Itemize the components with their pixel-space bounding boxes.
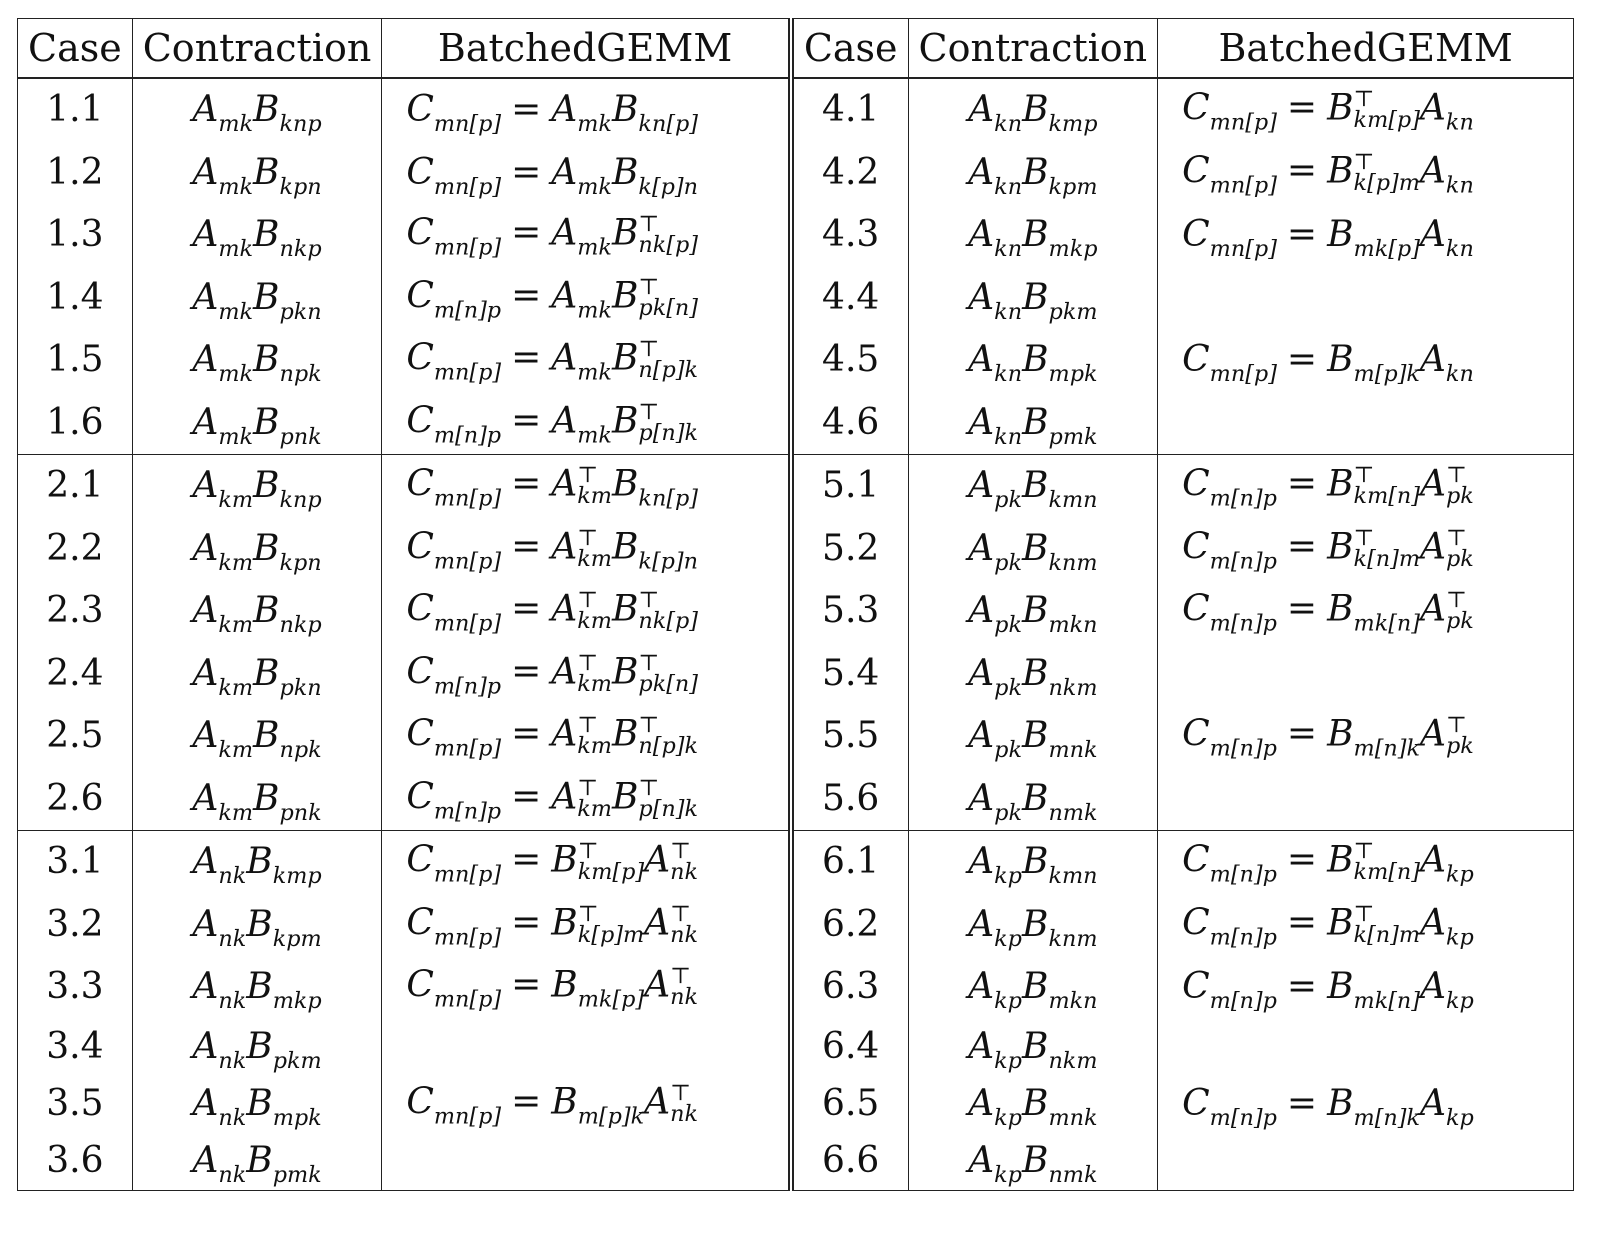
table-row <box>18 1133 1574 1191</box>
case-cell: 6.2 <box>791 894 908 957</box>
case-cell: 5.5 <box>791 705 908 768</box>
batchedgemm-cell: $C_{m[n]p} = B$ ⊤ k[n]m A ⊤ pk <box>1158 518 1574 581</box>
contraction-cell: $A_{mk}B_{nkp}$ <box>132 204 382 267</box>
contraction-cell: $A_{km}B_{pkn}$ <box>132 643 382 706</box>
table-row <box>18 518 1574 581</box>
case-cell: 5.1 <box>791 455 908 518</box>
contraction-cell: $A_{mk}B_{pnk}$ <box>132 392 382 455</box>
table-row <box>18 705 1574 768</box>
batchedgemm-cell <box>1158 1019 1574 1076</box>
contraction-cell: $A_{pk}B_{mnk}$ <box>908 705 1158 768</box>
table-row <box>18 643 1574 706</box>
table-row <box>18 78 1574 142</box>
contraction-cell: $A_{mk}B_{npk}$ <box>132 329 382 392</box>
batchedgemm-cell: $C_{mn[p]} = A_{mk}B$ ⊤ n[p]k <box>382 329 791 392</box>
case-cell: 2.4 <box>18 643 133 706</box>
contraction-cell: $A_{kn}B_{mkp}$ <box>908 204 1158 267</box>
case-cell: 3.2 <box>18 894 133 957</box>
case-cell: 6.6 <box>791 1133 908 1191</box>
contraction-cell: $A_{km}B_{pnk}$ <box>132 768 382 831</box>
contraction-cell: $A_{mk}B_{knp}$ <box>132 78 382 142</box>
table-row <box>18 142 1574 205</box>
header-row <box>18 19 1574 79</box>
case-cell: 1.4 <box>18 267 133 330</box>
table-row <box>18 455 1574 518</box>
batchedgemm-cell: $C_{m[n]p} = B_{m[n]k}A$ ⊤ pk <box>1158 705 1574 768</box>
contraction-cell: $A_{kp}B_{nmk}$ <box>908 1133 1158 1191</box>
contraction-cell: $A_{kn}B_{pkm}$ <box>908 267 1158 330</box>
contraction-cell: $A_{km}B_{npk}$ <box>132 705 382 768</box>
contraction-cell: $A_{kp}B_{nkm}$ <box>908 1019 1158 1076</box>
contraction-cell: $A_{kn}B_{kmp}$ <box>908 78 1158 142</box>
batchedgemm-cell: $C_{mn[p]} = B$ ⊤ k[p]m A ⊤ nk <box>382 894 791 957</box>
header-case-right: Case <box>791 19 908 79</box>
contraction-cell: $A_{pk}B_{knm}$ <box>908 518 1158 581</box>
case-cell: 4.2 <box>791 142 908 205</box>
batchedgemm-cell <box>1158 1133 1574 1191</box>
case-cell: 3.5 <box>18 1076 133 1133</box>
batchedgemm-cell: $C_{mn[p]} = B_{mk[p]}A$ ⊤ nk <box>382 956 791 1019</box>
case-cell: 3.1 <box>18 831 133 894</box>
table-row <box>18 1076 1574 1133</box>
batchedgemm-cell: $C_{m[n]p} = B$ ⊤ k[n]m $A_{kp}$ <box>1158 894 1574 957</box>
contraction-cell: $A_{kp}B_{kmn}$ <box>908 831 1158 894</box>
case-cell: 1.2 <box>18 142 133 205</box>
batchedgemm-cell <box>1158 768 1574 831</box>
contraction-cell: $A_{pk}B_{mkn}$ <box>908 580 1158 643</box>
header-case-left: Case <box>18 19 133 79</box>
table-row <box>18 392 1574 455</box>
batchedgemm-cell: $C_{m[n]p} = B$ ⊤ km[n] $A_{kp}$ <box>1158 831 1574 894</box>
case-cell: 4.6 <box>791 392 908 455</box>
table-row <box>18 580 1574 643</box>
batchedgemm-cell: $C_{mn[p]} = B$ ⊤ k[p]m $A_{kn}$ <box>1158 142 1574 205</box>
batchedgemm-cell: $C_{mn[p]} = B$ ⊤ km[p] $A_{kn}$ <box>1158 78 1574 142</box>
case-cell: 2.6 <box>18 768 133 831</box>
batchedgemm-cell: $C_{m[n]p} = A$ ⊤ km B ⊤ p[n]k <box>382 768 791 831</box>
contraction-cell: $A_{km}B_{knp}$ <box>132 455 382 518</box>
table-row <box>18 831 1574 894</box>
case-cell: 1.1 <box>18 78 133 142</box>
table-row <box>18 267 1574 330</box>
header-contraction-right: Contraction <box>908 19 1158 79</box>
contraction-cell: $A_{kp}B_{mkn}$ <box>908 956 1158 1019</box>
contraction-cell: $A_{pk}B_{nmk}$ <box>908 768 1158 831</box>
case-cell: 5.4 <box>791 643 908 706</box>
batchedgemm-cell <box>1158 392 1574 455</box>
case-cell: 3.3 <box>18 956 133 1019</box>
batchedgemm-cell: $C_{mn[p]} = A$ ⊤ km $B_{k[p]n}$ <box>382 518 791 581</box>
case-cell: 4.4 <box>791 267 908 330</box>
batchedgemm-cell: $C_{mn[p]} = B_{m[p]k}A_{kn}$ <box>1158 329 1574 392</box>
contraction-cell: $A_{pk}B_{nkm}$ <box>908 643 1158 706</box>
case-cell: 6.3 <box>791 956 908 1019</box>
case-cell: 1.6 <box>18 392 133 455</box>
batched-gemm-table <box>17 18 1574 1191</box>
contraction-cell: $A_{nk}B_{pmk}$ <box>132 1133 382 1191</box>
contraction-cell: $A_{kp}B_{mnk}$ <box>908 1076 1158 1133</box>
contraction-cell: $A_{kn}B_{kpm}$ <box>908 142 1158 205</box>
contraction-cell: $A_{nk}B_{kmp}$ <box>132 831 382 894</box>
table-row <box>18 329 1574 392</box>
batchedgemm-cell: $C_{m[n]p} = B$ ⊤ km[n] A ⊤ pk <box>1158 455 1574 518</box>
case-cell: 4.5 <box>791 329 908 392</box>
header-batchedgemm-right: BatchedGEMM <box>1158 19 1574 79</box>
batchedgemm-cell: $C_{mn[p]} = B_{m[p]k}A$ ⊤ nk <box>382 1076 791 1133</box>
case-cell: 6.4 <box>791 1019 908 1076</box>
contraction-cell: $A_{mk}B_{kpn}$ <box>132 142 382 205</box>
batchedgemm-cell: $C_{m[n]p} = A_{mk}B$ ⊤ pk[n] <box>382 267 791 330</box>
table-row <box>18 956 1574 1019</box>
table-row <box>18 894 1574 957</box>
batchedgemm-cell: $C_{m[n]p} = A$ ⊤ km B ⊤ pk[n] <box>382 643 791 706</box>
table-row <box>18 1019 1574 1076</box>
table-row <box>18 204 1574 267</box>
case-cell: 2.2 <box>18 518 133 581</box>
contraction-cell: $A_{kn}B_{mpk}$ <box>908 329 1158 392</box>
header-contraction-left: Contraction <box>132 19 382 79</box>
contraction-cell: $A_{km}B_{nkp}$ <box>132 580 382 643</box>
case-cell: 6.5 <box>791 1076 908 1133</box>
case-cell: 2.5 <box>18 705 133 768</box>
contraction-cell: $A_{mk}B_{pkn}$ <box>132 267 382 330</box>
contraction-cell: $A_{kn}B_{pmk}$ <box>908 392 1158 455</box>
batchedgemm-cell: $C_{mn[p]} = B$ ⊤ km[p] A ⊤ nk <box>382 831 791 894</box>
case-cell: 2.3 <box>18 580 133 643</box>
contraction-cell: $A_{pk}B_{kmn}$ <box>908 455 1158 518</box>
batchedgemm-cell <box>382 1133 791 1191</box>
batchedgemm-cell: $C_{m[n]p} = B_{m[n]k}A_{kp}$ <box>1158 1076 1574 1133</box>
batchedgemm-cell: $C_{mn[p]} = A_{mk}B$ ⊤ nk[p] <box>382 204 791 267</box>
table-body <box>18 78 1574 1190</box>
batchedgemm-cell: $C_{m[n]p} = B_{mk[n]}A$ ⊤ pk <box>1158 580 1574 643</box>
contraction-cell: $A_{km}B_{kpn}$ <box>132 518 382 581</box>
contraction-cell: $A_{kp}B_{knm}$ <box>908 894 1158 957</box>
batchedgemm-cell: $C_{mn[p]} = A$ ⊤ km B ⊤ n[p]k <box>382 705 791 768</box>
case-cell: 3.6 <box>18 1133 133 1191</box>
case-cell: 1.3 <box>18 204 133 267</box>
batchedgemm-cell: $C_{mn[p]} = A_{mk}B_{k[p]n}$ <box>382 142 791 205</box>
batchedgemm-cell: $C_{m[n]p} = A_{mk}B$ ⊤ p[n]k <box>382 392 791 455</box>
batchedgemm-cell: $C_{mn[p]} = A_{mk}B_{kn[p]}$ <box>382 78 791 142</box>
contraction-cell: $A_{nk}B_{kpm}$ <box>132 894 382 957</box>
case-cell: 5.6 <box>791 768 908 831</box>
contraction-cell: $A_{nk}B_{mkp}$ <box>132 956 382 1019</box>
contraction-cell: $A_{nk}B_{mpk}$ <box>132 1076 382 1133</box>
case-cell: 4.3 <box>791 204 908 267</box>
batchedgemm-cell <box>1158 643 1574 706</box>
header-batchedgemm-left: BatchedGEMM <box>382 19 791 79</box>
batchedgemm-cell: $C_{mn[p]} = A$ ⊤ km $B_{kn[p]}$ <box>382 455 791 518</box>
case-cell: 4.1 <box>791 78 908 142</box>
case-cell: 1.5 <box>18 329 133 392</box>
contraction-cell: $A_{nk}B_{pkm}$ <box>132 1019 382 1076</box>
batchedgemm-cell <box>1158 267 1574 330</box>
batchedgemm-cell: $C_{m[n]p} = B_{mk[n]}A_{kp}$ <box>1158 956 1574 1019</box>
batchedgemm-cell: $C_{mn[p]} = B_{mk[p]}A_{kn}$ <box>1158 204 1574 267</box>
batchedgemm-cell <box>382 1019 791 1076</box>
table-row <box>18 768 1574 831</box>
case-cell: 3.4 <box>18 1019 133 1076</box>
case-cell: 6.1 <box>791 831 908 894</box>
case-cell: 2.1 <box>18 455 133 518</box>
batchedgemm-cell: $C_{mn[p]} = A$ ⊤ km B ⊤ nk[p] <box>382 580 791 643</box>
case-cell: 5.3 <box>791 580 908 643</box>
case-cell: 5.2 <box>791 518 908 581</box>
